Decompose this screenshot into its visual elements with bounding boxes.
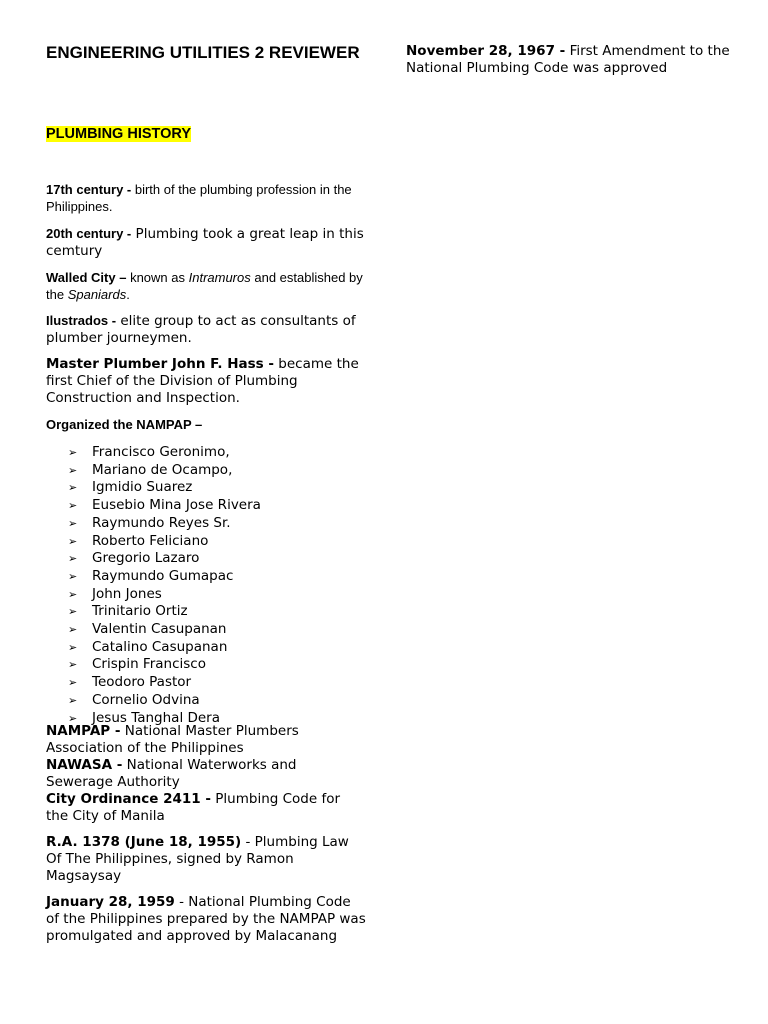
member-name: Francisco Geronimo, <box>92 444 230 460</box>
section-heading <box>46 126 366 142</box>
entry-term: 17th century - <box>46 182 132 197</box>
entry-17th-century <box>46 181 366 215</box>
member-name: Trinitario Ortiz <box>92 603 188 620</box>
nampap-member-item <box>68 497 261 515</box>
entry-text: . <box>126 287 130 302</box>
nampap-member-item <box>68 568 261 586</box>
entry-term: Master Plumber John F. Hass - <box>46 356 274 372</box>
definition-text: National Waterworks and Sewerage Authority <box>46 757 297 790</box>
member-name: Jesus Tanghal Dera <box>92 709 221 726</box>
arrow-bullet-icon: ➢ <box>68 640 78 654</box>
member-name: Teodoro Pastor <box>92 674 192 691</box>
member-name: Cornelio Odvina <box>92 691 200 708</box>
nampap-member-item <box>68 639 261 657</box>
nampap-member-item <box>68 479 261 497</box>
law-january-1959 <box>46 894 366 945</box>
entry-text: elite group to act as consultants of plumber journeymen. <box>46 313 356 346</box>
nampap-member-item <box>68 550 261 568</box>
arrow-bullet-icon: ➢ <box>68 516 78 530</box>
arrow-bullet-icon: ➢ <box>68 481 78 495</box>
nampap-member-item <box>68 603 261 621</box>
definition-term: NAMPAP - <box>46 723 121 739</box>
entry-ilustrados <box>46 312 366 347</box>
arrow-bullet-icon: ➢ <box>68 623 78 637</box>
entry-text: became the first Chief of the Division of Plumbing Construction and Inspection. <box>46 356 359 406</box>
law-term: R.A. 1378 (June 18, 1955) <box>46 834 242 850</box>
member-name: Catalino Casupanan <box>92 638 228 655</box>
nampap-member-item <box>68 533 261 551</box>
nampap-member-item <box>68 444 261 462</box>
definition-text: National Master Plumbers Association of the Philippines <box>46 723 299 756</box>
member-name: Mariano de Ocampo, <box>92 461 233 478</box>
nampap-member-item <box>68 586 261 604</box>
entry-master-plumber <box>46 356 366 407</box>
definition-city-ordinance <box>46 791 366 825</box>
law-ra-1378 <box>46 834 366 885</box>
nampap-member-item <box>68 515 261 533</box>
document-title: ENGINEERING UTILITIES 2 REVIEWER <box>46 43 360 62</box>
entry-text: Plumbing took a great leap in this cemtury <box>46 226 364 259</box>
law-term: January 28, 1959 <box>46 894 175 910</box>
entry-20th-century <box>46 225 366 260</box>
nampap-member-item <box>68 462 261 480</box>
member-name: Valentin Casupanan <box>92 621 227 638</box>
entry-walled-city <box>46 269 366 303</box>
arrow-bullet-icon: ➢ <box>68 534 78 548</box>
entry-text: known as <box>130 270 189 285</box>
nampap-member-item <box>68 674 261 692</box>
entry-term: 20th century - <box>46 226 132 241</box>
member-name: Crispin Francisco <box>92 656 206 673</box>
entry-term: November 28, 1967 - <box>406 43 566 59</box>
entry-term: Walled City – <box>46 270 127 285</box>
arrow-bullet-icon: ➢ <box>68 552 78 566</box>
entry-italic-intramuros: Intramuros <box>188 270 251 285</box>
arrow-bullet-icon: ➢ <box>68 569 78 583</box>
member-name: Roberto Feliciano <box>92 532 209 549</box>
arrow-bullet-icon: ➢ <box>68 587 78 601</box>
entry-italic-spaniards: Spaniards <box>67 287 127 302</box>
arrow-bullet-icon: ➢ <box>68 605 78 619</box>
arrow-bullet-icon: ➢ <box>68 446 78 459</box>
nampap-member-item <box>68 621 261 639</box>
member-name: Raymundo Reyes Sr. <box>92 514 231 531</box>
nampap-member-item <box>68 692 261 710</box>
arrow-bullet-icon: ➢ <box>68 463 78 477</box>
entry-text: birth of the plumbing profession in the Philippines. <box>46 182 352 214</box>
law-text: - National Plumbing Code of the Philippines prepared by the NAMPAP was promulgated and approved by Malacanang <box>46 894 366 944</box>
member-name: Eusebio Mina Jose Rivera <box>92 497 261 514</box>
arrow-bullet-icon: ➢ <box>68 499 78 513</box>
member-name: Gregorio Lazaro <box>92 550 200 567</box>
law-text: - Plumbing Law Of The Philippines, signed by Ramon Magsaysay <box>46 834 349 884</box>
nampap-member-list <box>68 444 261 727</box>
entry-text: and established by the <box>46 270 363 302</box>
definition-term: NAWASA - <box>46 757 123 773</box>
arrow-bullet-icon: ➢ <box>68 693 78 707</box>
arrow-bullet-icon: ➢ <box>68 711 78 725</box>
definition-text: Plumbing Code for the City of Manila <box>46 791 341 824</box>
member-name: Raymundo Gumapac <box>92 567 234 584</box>
arrow-bullet-icon: ➢ <box>68 676 78 690</box>
section-heading-highlight: PLUMBING HISTORY <box>46 126 192 142</box>
definitions <box>46 723 366 825</box>
definition-nawasa <box>46 757 366 791</box>
member-name: John Jones <box>92 585 162 602</box>
entry-term: Ilustrados - <box>46 313 117 328</box>
entry-text: First Amendment to the National Plumbing Code was approved <box>406 43 730 76</box>
entry-first-amendment <box>406 43 736 77</box>
nampap-member-item <box>68 656 261 674</box>
member-name: Igmidio Suarez <box>92 479 193 496</box>
arrow-bullet-icon: ➢ <box>68 658 78 672</box>
definition-term: City Ordinance 2411 - <box>46 791 211 807</box>
nampap-heading: Organized the NAMPAP – <box>46 417 203 432</box>
definition-nampap <box>46 723 366 757</box>
